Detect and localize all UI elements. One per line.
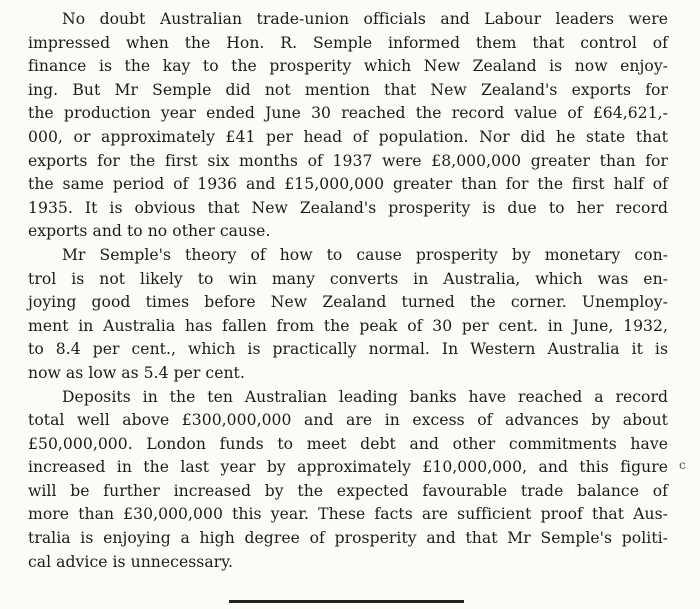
end-rule — [229, 600, 464, 603]
text-line: the production year ended June 30 reached the record value of £64,621,- — [28, 104, 668, 123]
text-line: exports for the first six months of 1937 were £8,000,000 greater than for — [28, 151, 668, 170]
text-line: ment in Australia has fallen from the peak of 30 per cent. in June, 1932, — [28, 316, 668, 335]
text-line: joying good times before New Zealand turned the corner. Unemploy- — [28, 293, 668, 312]
text-line: trol is not likely to win many converts in Australia, which was en- — [28, 269, 668, 288]
text-line: now as low as 5.4 per cent. — [28, 363, 245, 382]
text-line: will be further increased by the expected favourable trade balance of — [28, 481, 668, 500]
text-line: Deposits in the ten Australian leading banks have reached a record — [62, 387, 668, 406]
text-line: cal advice is unnecessary. — [28, 552, 233, 571]
text-line: to 8.4 per cent., which is practically normal. In Western Australia it is — [28, 340, 668, 359]
text-line: tralia is enjoying a high degree of prosperity and that Mr Semple's politi- — [28, 529, 668, 548]
text-line: exports and to no other cause. — [28, 222, 271, 241]
margin-mark: c — [679, 458, 686, 472]
paragraph-3 — [28, 386, 668, 575]
article-body — [28, 8, 668, 574]
text-line: 1935. It is obvious that New Zealand's prosperity is due to her record — [28, 198, 668, 217]
text-line: Mr Semple's theory of how to cause prosperity by monetary con- — [62, 245, 668, 264]
text-line: more than £30,000,000 this year. These facts are sufficient proof that Aus- — [28, 505, 668, 524]
paragraph-1 — [28, 8, 668, 244]
text-line: 000, or approximately £41 per head of population. Nor did he state that — [28, 127, 668, 146]
text-line: £50,000,000. London funds to meet debt and other commitments have — [28, 434, 668, 453]
text-line: increased in the last year by approximately £10,000,000, and this figure — [28, 458, 668, 477]
text-line: ing. But Mr Semple did not mention that New Zealand's exports for — [28, 80, 668, 99]
text-line: impressed when the Hon. R. Semple informed them that control of — [28, 33, 668, 52]
text-line: total well above £300,000,000 and are in excess of advances by about — [28, 411, 668, 430]
text-line: No doubt Australian trade-union officials and Labour leaders were — [62, 10, 668, 28]
paragraph-2 — [28, 244, 668, 386]
text-line: finance is the kay to the prosperity which New Zealand is now enjoy- — [28, 57, 668, 76]
text-line: the same period of 1936 and £15,000,000 greater than for the first half of — [28, 175, 668, 194]
